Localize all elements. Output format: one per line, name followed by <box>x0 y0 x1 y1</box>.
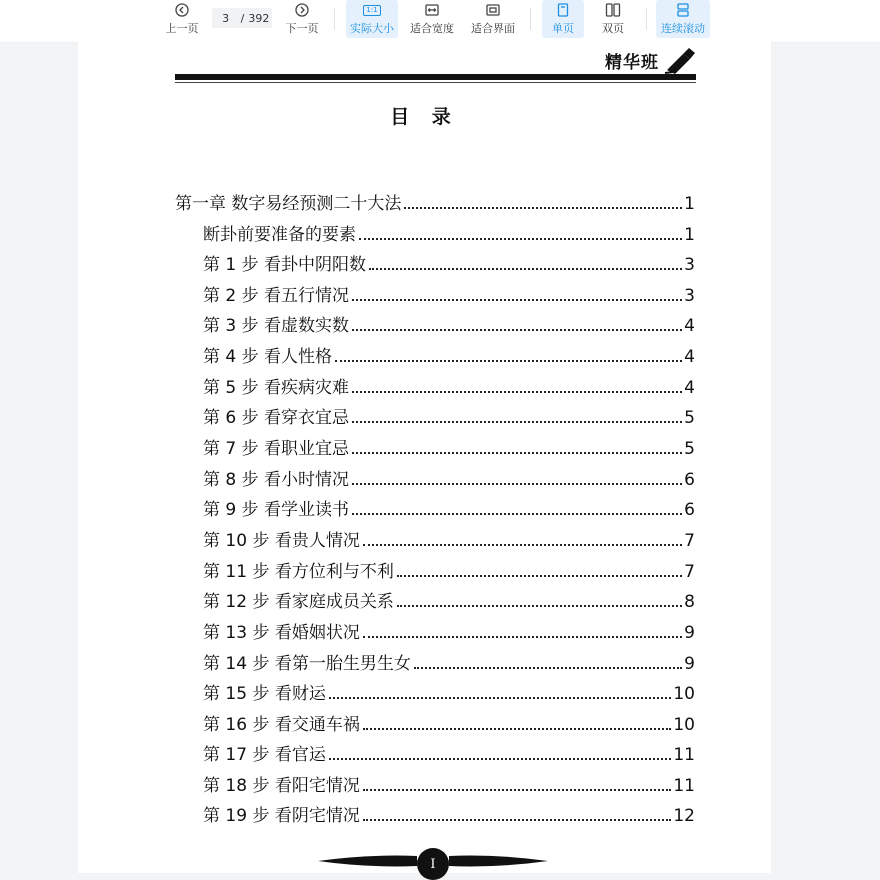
running-head: 精华班 <box>605 53 659 73</box>
toc-leader-dots <box>363 819 672 821</box>
toc-entry-page: 9 <box>684 623 695 643</box>
toc-row <box>175 406 695 428</box>
total-pages: 392 <box>248 11 270 25</box>
toc-leader-dots <box>352 452 682 454</box>
single-page-label: 单页 <box>552 22 574 35</box>
toc-row <box>175 437 695 459</box>
toc-row <box>175 713 695 735</box>
toc-entry-page: 8 <box>684 592 695 612</box>
toc-entry-label: 第 2 步 看五行情况 <box>203 286 350 306</box>
toc-leader-dots <box>329 697 672 699</box>
double-page-button[interactable] <box>592 0 634 38</box>
toc-entry-page: 1 <box>684 194 695 214</box>
chevron-left-circle-icon <box>175 2 189 18</box>
fit-page-label: 适合界面 <box>471 22 515 35</box>
toolbar-divider <box>334 8 335 30</box>
continuous-scroll-button[interactable] <box>656 0 710 38</box>
toc-row <box>175 468 695 490</box>
toc-row <box>175 376 695 398</box>
toc-entry-label: 第 4 步 看人性格 <box>203 347 333 367</box>
double-page-icon <box>605 2 621 18</box>
toc-leader-dots <box>369 268 682 270</box>
continuous-scroll-label: 连续滚动 <box>661 22 705 35</box>
toc-entry-page: 1 <box>684 225 695 245</box>
viewer-toolbar <box>0 0 880 43</box>
fit-page-button[interactable] <box>467 0 519 38</box>
toc-entry-label: 第一章 数字易经预测二十大法 <box>175 194 402 214</box>
toc-row <box>175 774 695 796</box>
toc-leader-dots <box>352 391 682 393</box>
toc-row <box>175 253 695 275</box>
toc-row <box>175 192 695 214</box>
toc-entry-page: 11 <box>673 745 695 765</box>
toc-entry-label: 第 17 步 看官运 <box>203 745 326 765</box>
page-separator: / <box>240 11 245 25</box>
toc-leader-dots <box>397 605 682 607</box>
toc-leader-dots <box>363 636 682 638</box>
toc-row <box>175 743 695 765</box>
actual-size-button[interactable] <box>346 0 398 38</box>
toc-entry-page: 5 <box>684 439 695 459</box>
toc-entry-page: 6 <box>684 470 695 490</box>
toc-leader-dots <box>363 789 672 791</box>
single-page-button[interactable] <box>542 0 584 38</box>
toc-title: 目 录 <box>390 106 459 128</box>
toc-entry-page: 5 <box>684 408 695 428</box>
toc-entry-label: 第 6 步 看穿衣宜忌 <box>203 408 350 428</box>
single-page-icon <box>557 2 569 18</box>
toc-row <box>175 621 695 643</box>
toc-leader-dots <box>352 421 682 423</box>
next-page-label: 下一页 <box>285 22 319 35</box>
toc-leader-dots <box>363 544 682 546</box>
document-page <box>78 42 771 873</box>
header-rule-thin <box>175 82 696 83</box>
toc-entry-label: 第 10 步 看贵人情况 <box>203 531 360 551</box>
toc-leader-dots <box>363 728 672 730</box>
actual-size-label: 实际大小 <box>350 22 394 35</box>
toc-leader-dots <box>352 299 682 301</box>
toc-entry-label: 第 8 步 看小时情况 <box>203 470 350 490</box>
toc-entry-page: 10 <box>673 715 695 735</box>
toc-leader-dots <box>404 207 682 209</box>
toc-entry-label: 第 12 步 看家庭成员关系 <box>203 592 394 612</box>
toc-row <box>175 652 695 674</box>
page-indicator <box>212 8 272 28</box>
toc-leader-dots <box>414 667 682 669</box>
toc-row <box>175 560 695 582</box>
fit-page-icon <box>486 2 500 18</box>
toc-row <box>175 529 695 551</box>
fit-width-icon <box>425 2 439 18</box>
toc-entry-page: 10 <box>673 684 695 704</box>
prev-page-button[interactable] <box>162 0 202 38</box>
toc-row <box>175 314 695 336</box>
toc-entry-label: 第 14 步 看第一胎生男生女 <box>203 654 411 674</box>
toc-entry-label: 第 16 步 看交通车祸 <box>203 715 360 735</box>
toc-entry-page: 4 <box>684 378 695 398</box>
toc-leader-dots <box>352 513 682 515</box>
toolbar-divider <box>646 8 647 30</box>
toc-entry-page: 4 <box>684 316 695 336</box>
toc-entry-label: 第 11 步 看方位利与不利 <box>203 562 394 582</box>
toc-row <box>175 498 695 520</box>
next-page-button[interactable] <box>282 0 322 38</box>
double-page-label: 双页 <box>602 22 624 35</box>
toc-entry-page: 3 <box>684 286 695 306</box>
toc-row <box>175 223 695 245</box>
toc-entry-page: 7 <box>684 531 695 551</box>
footer-page-number: I <box>417 848 449 880</box>
toc-entry-page: 6 <box>684 500 695 520</box>
toc-entry-label: 断卦前要准备的要素 <box>203 225 356 245</box>
toc-leader-dots <box>335 360 682 362</box>
toc-leader-dots <box>352 483 682 485</box>
toc-entry-label: 第 19 步 看阴宅情况 <box>203 806 360 826</box>
toc-entry-page: 4 <box>684 347 695 367</box>
toc-entry-label: 第 13 步 看婚姻状况 <box>203 623 360 643</box>
actual-size-icon: 1:1 <box>363 2 380 18</box>
toc-entry-page: 9 <box>684 654 695 674</box>
toc-entry-label: 第 7 步 看职业宜忌 <box>203 439 350 459</box>
header-rule <box>175 74 696 80</box>
toc-entry-label: 第 15 步 看财运 <box>203 684 326 704</box>
toolbar-divider <box>530 8 531 30</box>
chevron-right-circle-icon <box>295 2 309 18</box>
toc-entry-label: 第 5 步 看疾病灾难 <box>203 378 350 398</box>
toc-leader-dots <box>397 575 682 577</box>
toc-entry-label: 第 1 步 看卦中阴阳数 <box>203 255 367 275</box>
toc-leader-dots <box>329 758 672 760</box>
continuous-scroll-icon <box>676 2 690 18</box>
toc-entry-label: 第 18 步 看阳宅情况 <box>203 776 360 796</box>
toc-row <box>175 682 695 704</box>
fit-width-button[interactable] <box>406 0 458 38</box>
current-page-input[interactable] <box>215 12 237 25</box>
toc-leader-dots <box>352 329 682 331</box>
toc-row <box>175 345 695 367</box>
toc-row <box>175 804 695 826</box>
toc-entry-page: 11 <box>673 776 695 796</box>
toc-entry-label: 第 9 步 看学业读书 <box>203 500 350 520</box>
toc-row <box>175 590 695 612</box>
toc-entry-page: 3 <box>684 255 695 275</box>
toc-entry-label: 第 3 步 看虚数实数 <box>203 316 350 336</box>
toc-leader-dots <box>359 238 682 240</box>
toc-entry-page: 7 <box>684 562 695 582</box>
toc-row <box>175 284 695 306</box>
fit-width-label: 适合宽度 <box>410 22 454 35</box>
toc-entry-page: 12 <box>673 806 695 826</box>
prev-page-label: 上一页 <box>165 22 199 35</box>
